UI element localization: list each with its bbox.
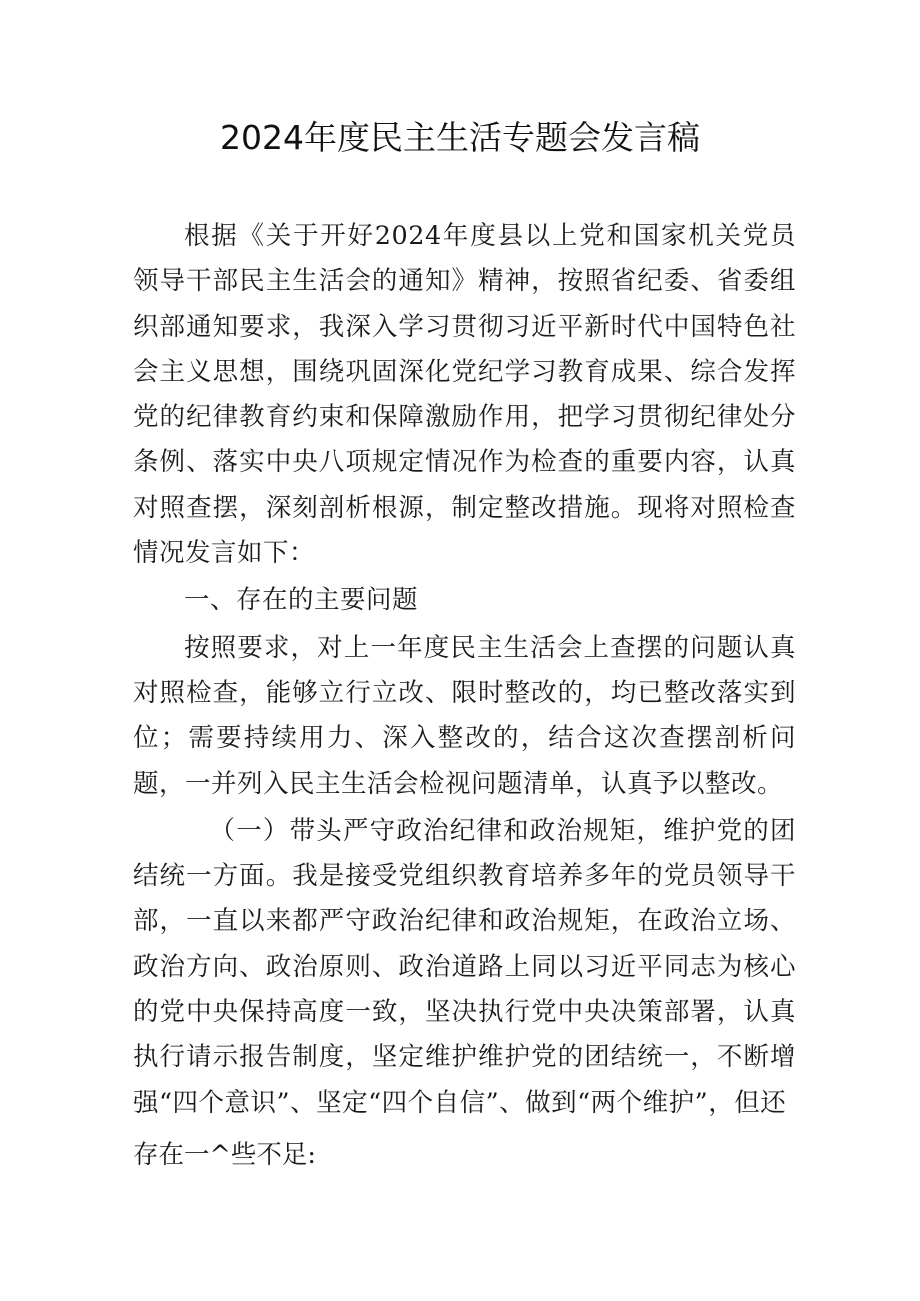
paragraph-requirements: 按照要求，对上一年度民主生活会上查摆的问题认真对照检查，能够立行立改、限时整改的，均已整改落实到位；需要持续用力、深入整改的，结合这次查摆剖析问题，一并列入民主生活会检视问题清单，认真予以整改。 xyxy=(133,632,796,799)
section-heading: 一、存在的主要问题 xyxy=(184,585,419,616)
paragraph-tail: 存在一^些不足: xyxy=(133,1140,316,1170)
paragraph-subsection-1: （一）带头严守政治纪律和政治规矩，维护党的团结统一方面。我是接受党组织教育培养多年的党员领导干部，一直以来都严守政治纪律和政治规矩，在政治立场、政治方向、政治原则、政治道路上同以习近平同志为核心的党中央保持高度一致，坚决执行党中央决策部署，认真执行请示报告制度，坚定维护维护党的团结统一，不断增强“四个意识”、坚定“四个自信”、做到“两个维护”，但还 xyxy=(133,815,796,1118)
document-body xyxy=(133,214,796,1126)
paragraph-intro: 根据《关于开好2024年度县以上党和国家机关党员领导干部民主生活会的通知》精神，按照省纪委、省委组织部通知要求，我深入学习贯彻习近平新时代中国特色社会主义思想，围绕巩固深化党纪学习教育成果、综合发挥党的纪律教育约束和保障激励作用，把学习贯彻纪律处分条例、落实中央八项规定情况作为检查的重要内容，认真对照查摆，深刻剖析根源，制定整改措施。现将对照检查情况发言如下： xyxy=(133,221,796,569)
document-title: 2024年度民主生活专题会发言稿 xyxy=(220,118,700,157)
